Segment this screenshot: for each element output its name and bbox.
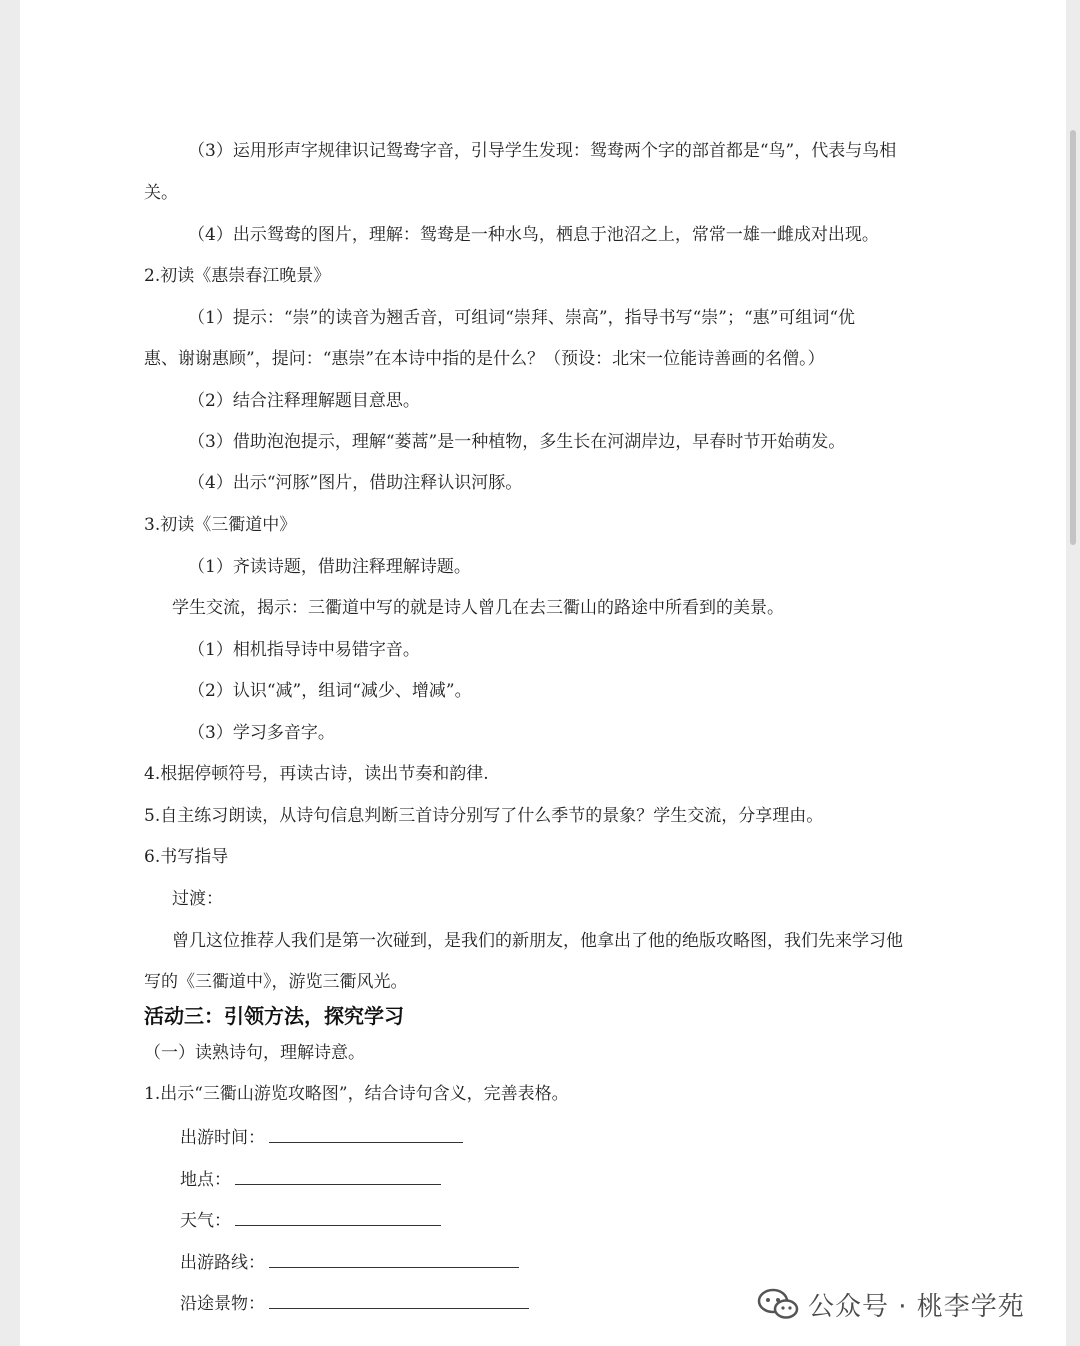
field-label: 地点： [180,1170,231,1190]
text-line: 5.自主练习朗读，从诗句信息判断三首诗分别写了什么季节的景象？学生交流，分享理由。 [144,806,824,826]
watermark-text: 公众号 · 桃李学苑 [808,1291,1025,1322]
wechat-icon [756,1287,800,1321]
text-line: （2）结合注释理解题目意思。 [188,391,420,411]
section-heading: 3.初读《三衢道中》 [144,515,297,535]
fill-field-route [180,1249,519,1275]
text-line: （4）出示鸳鸯的图片，理解：鸳鸯是一种水鸟，栖息于池沼之上，常常一雄一雌成对出现。 [188,225,879,245]
text-line: 曾几这位推荐人我们是第一次碰到，是我们的新朋友，他拿出了他的绝版攻略图，我们先来学习他 [172,931,903,951]
text-line: 关。 [144,183,178,203]
text-line: （4）出示“河豚”图片，借助注释认识河豚。 [188,473,523,493]
text-line: （3）借助泡泡提示，理解“蒌蒿”是一种植物，多生长在河湖岸边，早春时节开始萌发。 [188,432,846,452]
field-label: 出游时间： [180,1128,265,1148]
fill-field-time [180,1124,463,1150]
text-line: （一）读熟诗句，理解诗意。 [144,1043,365,1063]
text-line: 过渡： [172,889,223,909]
text-line: （3）运用形声字规律识记鸳鸯字音，引导学生发现：鸳鸯两个字的部首都是“鸟”，代表与鸟相 [188,141,897,161]
text-line: （1）齐读诗题，借助注释理解诗题。 [188,557,471,577]
fill-field-scenery [180,1290,529,1316]
text-line: （2）认识“减”，组词“减少、增减”。 [188,681,472,701]
scrollbar[interactable] [1070,130,1076,545]
field-blank [235,1166,441,1185]
section-heading: 6.书写指导 [144,847,229,867]
fill-field-weather [180,1207,441,1233]
activity-heading: 活动三：引领方法，探究学习 [144,1004,404,1028]
field-label: 天气： [180,1211,231,1231]
text-line: 1.出示“三衢山游览攻略图”，结合诗句含义，完善表格。 [144,1084,569,1104]
field-blank [269,1124,463,1143]
text-line: 学生交流，揭示：三衢道中写的就是诗人曾几在去三衢山的路途中所看到的美景。 [172,598,784,618]
field-blank [235,1207,441,1226]
text-line: （1）提示：“崇”的读音为翘舌音，可组词“崇拜、崇高”，指导书写“崇”；“惠”可组词“优 [188,308,856,328]
field-blank [269,1249,519,1268]
text-line: 惠、谢谢惠顾”，提问：“惠崇”在本诗中指的是什么？（预设：北宋一位能诗善画的名僧。） [144,349,825,369]
text-line: （1）相机指导诗中易错字音。 [188,640,420,660]
text-line: （3）学习多音字。 [188,723,335,743]
fill-field-place [180,1166,441,1192]
section-heading: 2.初读《惠崇春江晚景》 [144,266,331,286]
text-line: 4.根据停顿符号，再读古诗，读出节奏和韵律. [144,764,489,784]
field-label: 沿途景物： [180,1294,265,1314]
watermark [756,1284,1025,1324]
field-blank [269,1290,529,1309]
field-label: 出游路线： [180,1253,265,1273]
text-line: 写的《三衢道中》，游览三衢风光。 [144,972,408,992]
